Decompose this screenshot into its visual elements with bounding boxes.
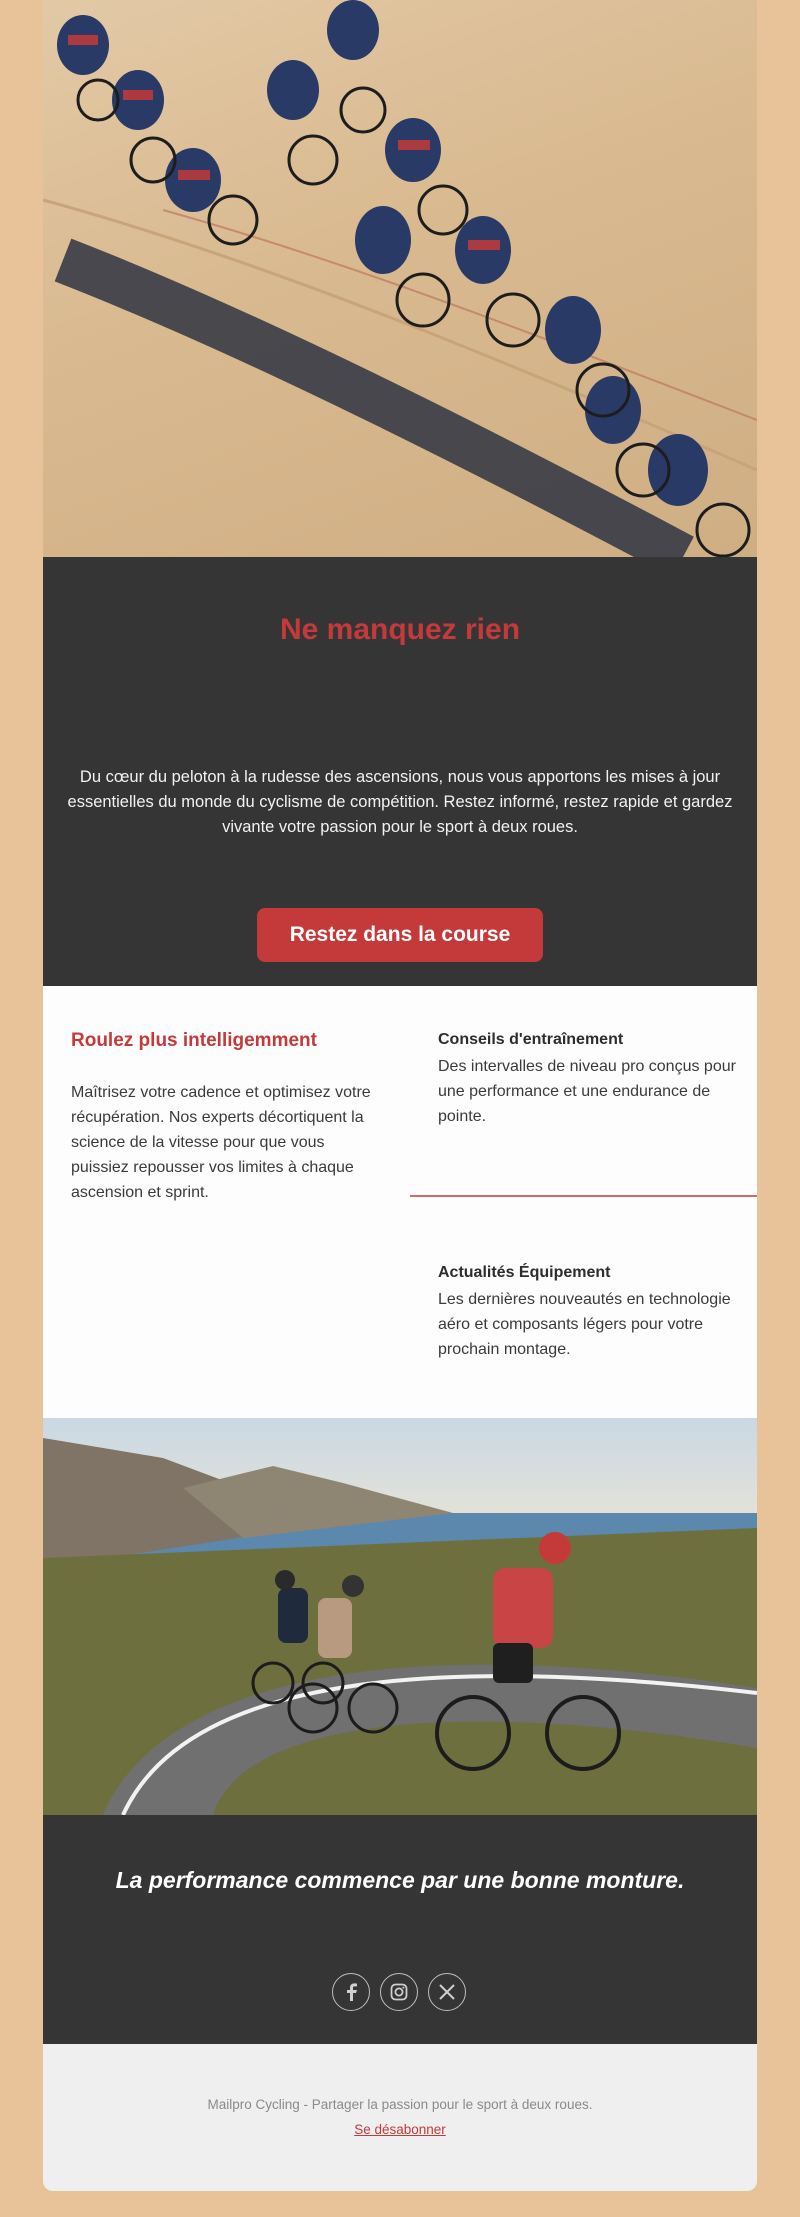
tagline-section [43,1815,757,2044]
email-container [43,0,757,2191]
stay-in-race-button[interactable]: Restez dans la course [257,908,543,962]
unsubscribe-link[interactable]: Se désabonner [354,2122,446,2137]
tagline: La performance commence par une bonne monture. [115,1867,685,1893]
intro-section [43,557,757,986]
gear-news-text: Les dernières nouveautés en technologie aéro et composants légers pour votre prochain montage. [438,1291,731,1358]
intro-title: Ne manquez rien [279,613,521,646]
feature-left-text: Maîtrisez votre cadence et optimisez votre récupération. Nos experts décortiquent la science de la vitesse pour que vous puissiez repousser vos limites à chaque ascension et sprint. [71,1084,371,1201]
track-cycling-illustration [43,0,757,557]
gear-news-title: Actualités Équipement [438,1264,611,1281]
features-section [43,986,757,1418]
social-links [332,1973,466,2011]
facebook-icon[interactable] [332,1973,370,2011]
x-icon[interactable] [428,1973,466,2011]
intro-text: Du cœur du peloton à la rudesse des ascensions, nous vous apportons les mises à jour essentielles du monde du cyclisme de compétition. Restez informé, restez rapide et gardez vivante votre passion pour le sport à deux roues. [67,768,733,836]
road-cycling-image [43,1418,757,1815]
hero-image [43,0,757,557]
footer [43,2044,757,2191]
footer-text: Mailpro Cycling - Partager la passion pour le sport à deux roues. [207,2097,593,2112]
road-cycling-illustration [43,1418,757,1815]
training-tips-text: Des intervalles de niveau pro conçus pour une performance et une endurance de pointe. [438,1058,736,1125]
training-tips-title: Conseils d'entraînement [438,1031,624,1048]
section-divider [410,1195,757,1197]
instagram-icon[interactable] [380,1973,418,2011]
feature-left-title: Roulez plus intelligemment [71,1030,317,1051]
